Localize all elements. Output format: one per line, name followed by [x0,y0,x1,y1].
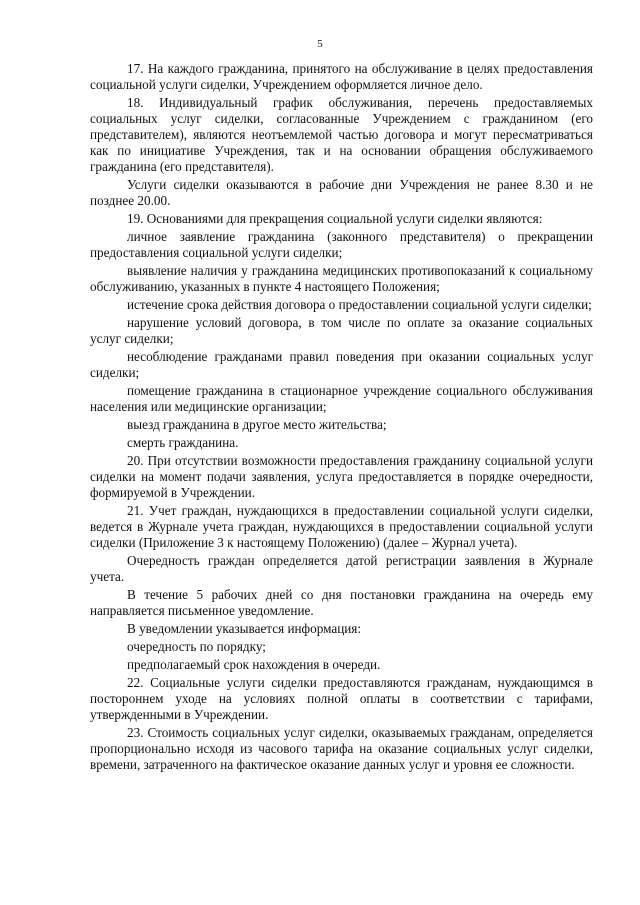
list-item-contract-expiry: истечение срока действия договора о предоставлении социальной услуги сиделки; [127,297,592,312]
page-number: 5 [317,38,323,50]
list-item-death: смерть гражданина. [127,435,239,450]
document-body [90,61,593,773]
paragraph-working-hours: Услуги сиделки оказываются в рабочие дни Учреждения не ранее 8.30 и не позднее 20.00. [90,177,593,208]
paragraph-17: 17. На каждого гражданина, принятого на обслуживание в целях предоставления социальной услуги сиделки, Учреждением оформляется личное дело. [90,61,593,92]
list-item-rules-violation: несоблюдение гражданами правил поведения при оказании социальных услуг сиделки; [90,349,593,380]
paragraph-notification: В течение 5 рабочих дней со дня постановки гражданина на очередь ему направляется письменное уведомление. [90,587,593,618]
list-item-queue-position: очередность по порядку; [127,639,266,654]
paragraph-22: 22. Социальные услуги сиделки предоставляются гражданам, нуждающимся в постороннем уходе на условиях полной оплаты в соответствии с тарифами, утвержденными в Учреждении. [90,675,593,722]
paragraph-notification-info: В уведомлении указывается информация: [127,621,362,636]
list-item-queue-duration: предполагаемый срок нахождения в очереди. [127,657,381,672]
paragraph-queue-order: Очередность граждан определяется датой регистрации заявления в Журнале учета. [90,553,593,584]
list-item-contraindications: выявление наличия у гражданина медицинских противопоказаний к социальному обслуживанию, указанных в пункте 4 настоящего Положения; [90,263,593,294]
list-item-termination-request: личное заявление гражданина (законного представителя) о прекращении предоставления социальной услуги сиделки; [90,229,593,260]
paragraph-19: 19. Основаниями для прекращения социальной услуги сиделки являются: [127,211,543,226]
list-item-relocation: выезд гражданина в другое место жительства; [127,417,387,432]
list-item-contract-violation: нарушение условий договора, в том числе по оплате за оказание социальных услуг сиделки; [90,315,593,346]
list-item-inpatient-placement: помещение гражданина в стационарное учреждение социального обслуживания населения или медицинские организации; [90,383,593,414]
paragraph-21: 21. Учет граждан, нуждающихся в предоставлении социальной услуги сиделки, ведется в Журнале учета граждан, нуждающихся в предоставлении социальной услуги сиделки (Приложение 3 к настоящему Положению) (далее – Журнал учета). [90,503,593,550]
paragraph-18: 18. Индивидуальный график обслуживания, перечень предоставляемых социальных услуг сиделки, согласованные Учреждением с гражданином (его представителем), являются неотъемлемой частью договора и могут пересматриваться как по инициативе Учреждения, так и на основании обращения обслуживаемого гражданина (его представителя). [90,95,593,174]
paragraph-20: 20. При отсутствии возможности предоставления гражданину социальной услуги сиделки на момент подачи заявления, услуга предоставляется в порядке очередности, формируемой в Учреждении. [90,453,593,500]
paragraph-23: 23. Стоимость социальных услуг сиделки, оказываемых гражданам, определяется пропорционально исходя из часового тарифа на оказание социальных услуг сиделки, времени, затраченного на фактическое оказание данных услуг и уровня ее сложности. [90,725,593,772]
